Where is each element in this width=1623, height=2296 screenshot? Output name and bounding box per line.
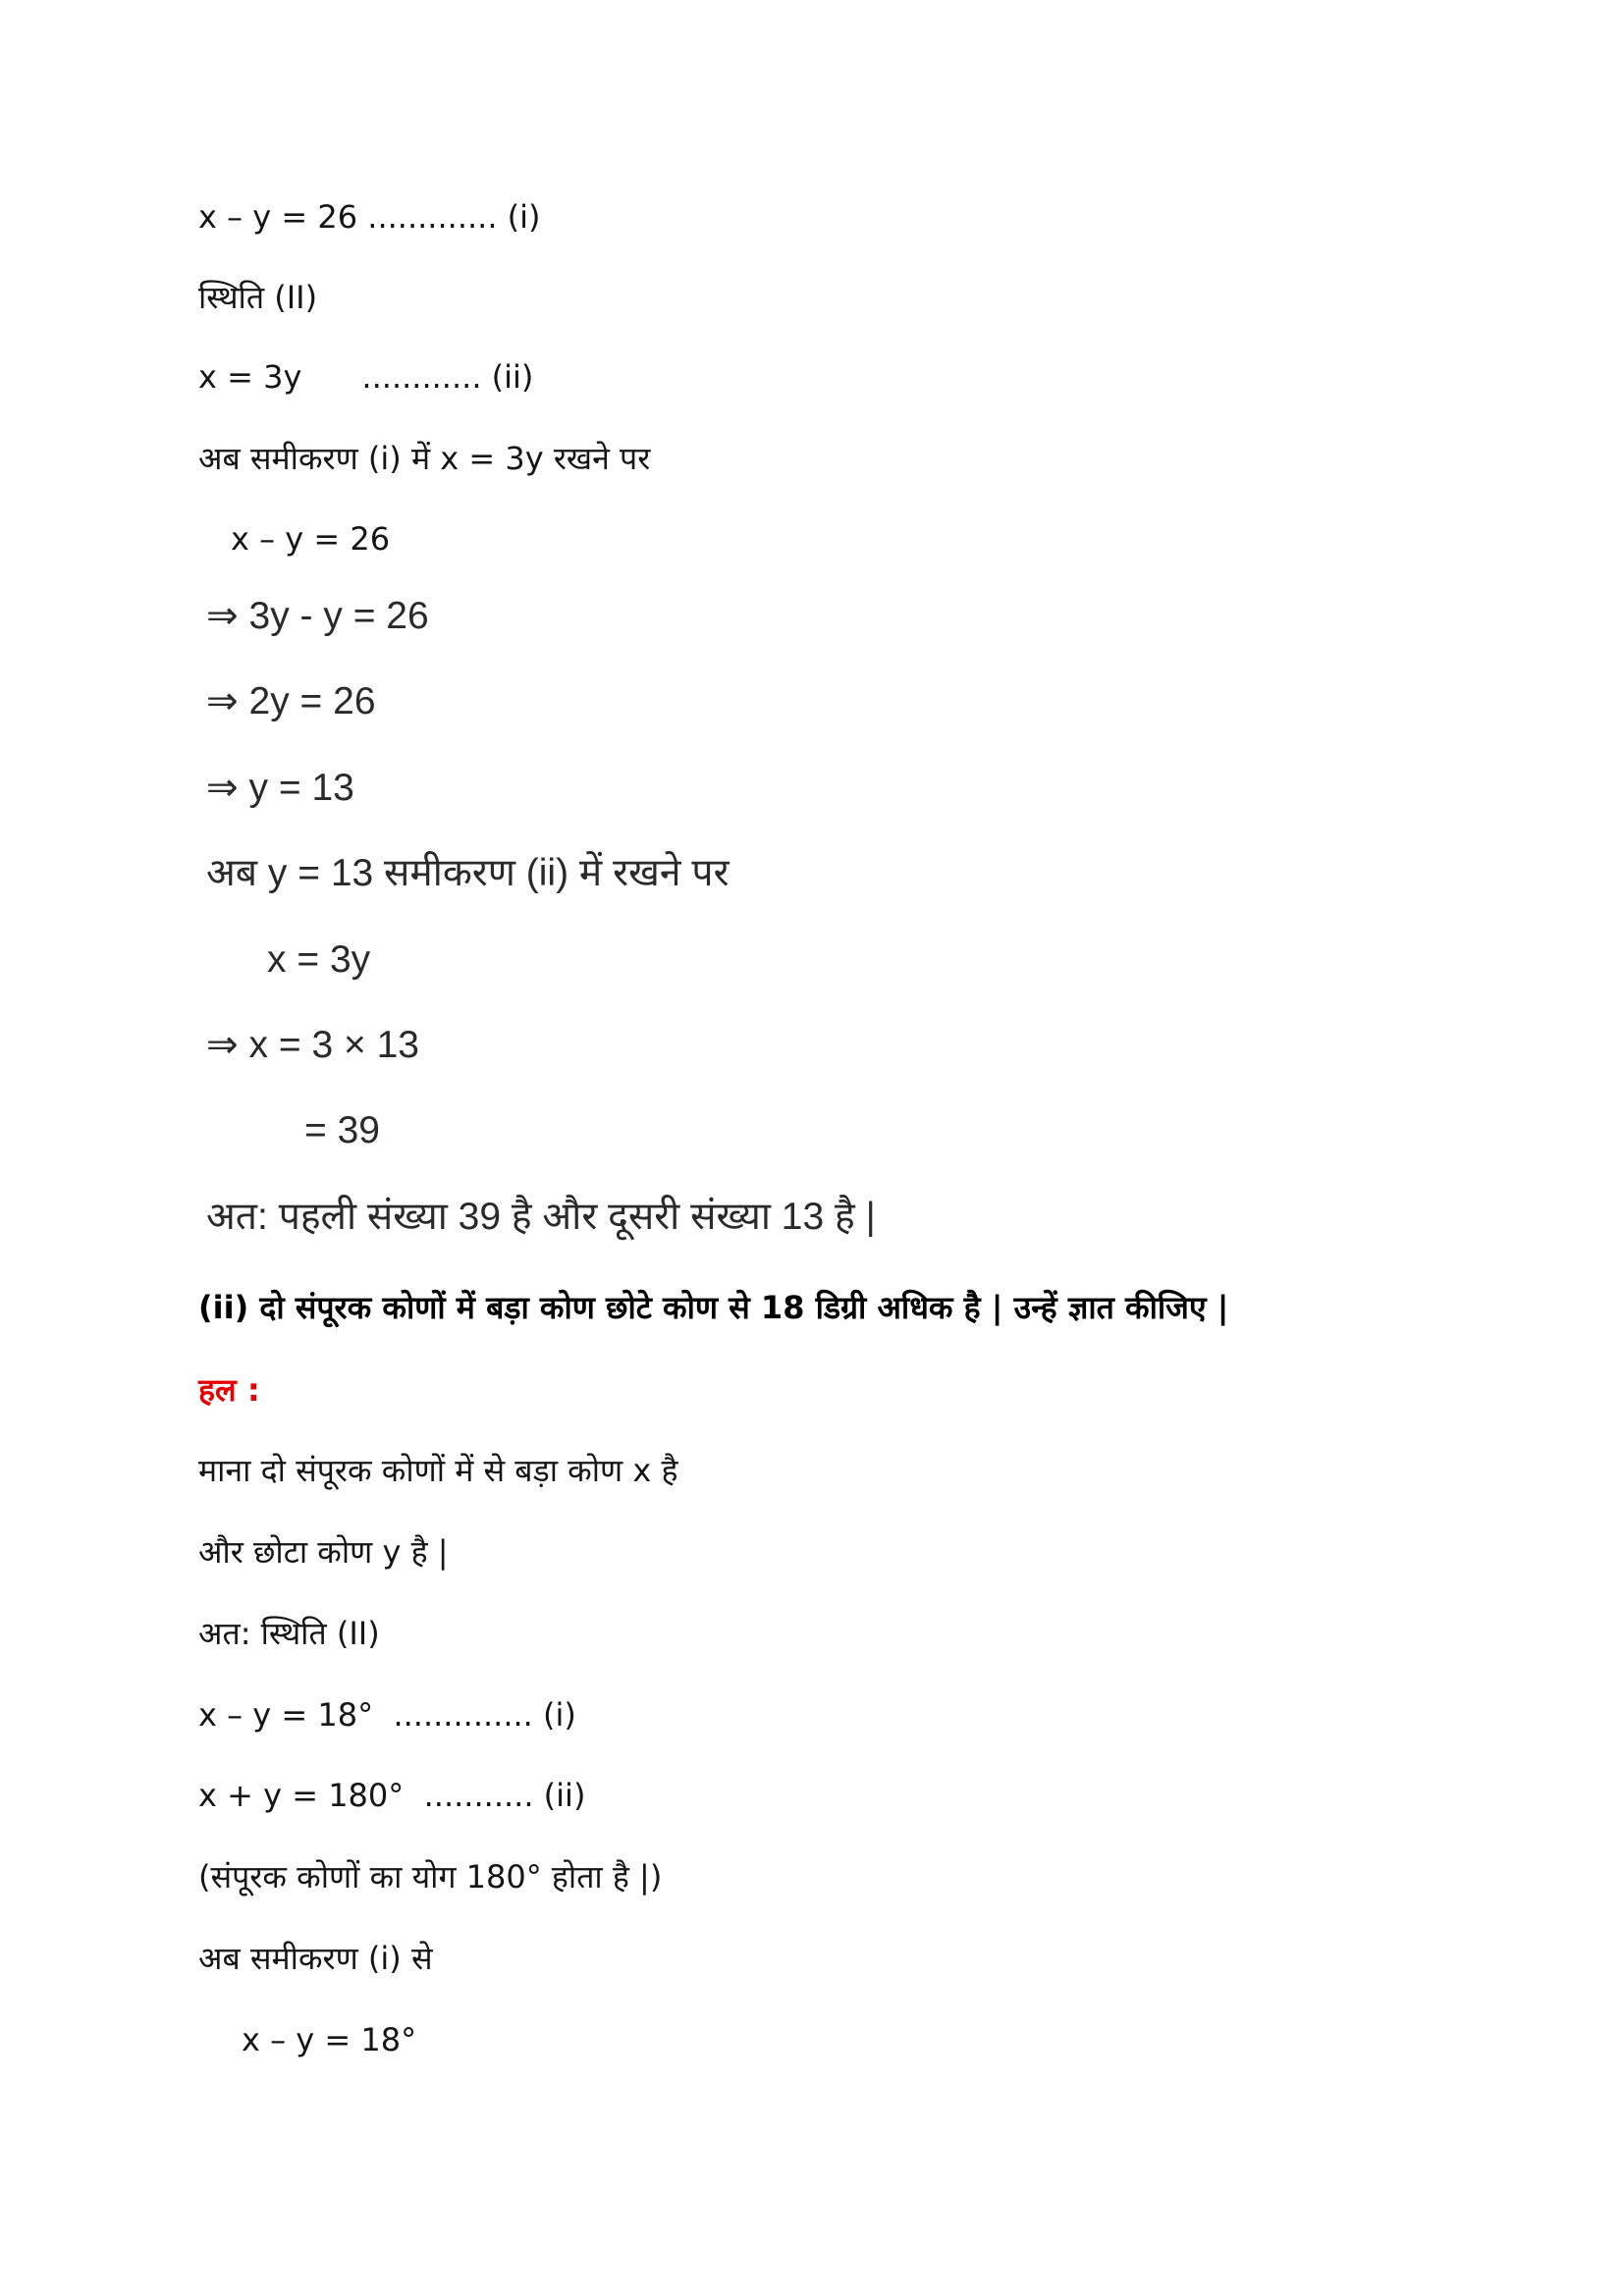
step-5: ⇒ x = 3 × 13	[206, 1024, 419, 1066]
equation-ii: x = 3y ............ (ii)	[198, 358, 534, 396]
equation-start: x – y = 26	[231, 520, 391, 558]
equation-i: x – y = 26 ............. (i)	[198, 198, 541, 236]
assumption-1: माना दो संपूरक कोणों में से बड़ा कोण x है	[198, 1452, 678, 1489]
conclusion: अत: पहली संख्या 39 है और दूसरी संख्या 13 है |	[206, 1196, 876, 1238]
substitution-note: अब समीकरण (i) में x = 3y रखने पर	[198, 440, 651, 477]
step-2: ⇒ 2y = 26	[206, 680, 376, 722]
step-1: ⇒ 3y - y = 26	[206, 595, 429, 637]
condition-label: स्थिति (II)	[198, 279, 318, 316]
substitution-note-2: अब y = 13 समीकरण (ii) में रखने पर	[206, 852, 730, 894]
supplementary-note: (संपूरक कोणों का योग 180° होता है |)	[198, 1858, 663, 1896]
step-4: x = 3y	[267, 938, 371, 981]
step-6: = 39	[304, 1109, 380, 1151]
equation-ii-angles: x + y = 180° ........... (ii)	[198, 1777, 586, 1814]
equation-i-angles: x – y = 18° .............. (i)	[198, 1696, 576, 1734]
question-ii: (ii) दो संपूरक कोणों में बड़ा कोण छोटे कोण से 18 डिग्री अधिक है | उन्हें ज्ञात कीजिए |	[198, 1289, 1229, 1326]
solution-label: हल :	[198, 1371, 260, 1409]
from-equation-note: अब समीकरण (i) से	[198, 1940, 433, 1977]
condition-label-2: अत: स्थिति (II)	[198, 1615, 380, 1652]
step-3: ⇒ y = 13	[206, 767, 354, 809]
equation-restate: x – y = 18°	[242, 2021, 417, 2058]
assumption-2: और छोटा कोण y है |	[198, 1533, 449, 1571]
